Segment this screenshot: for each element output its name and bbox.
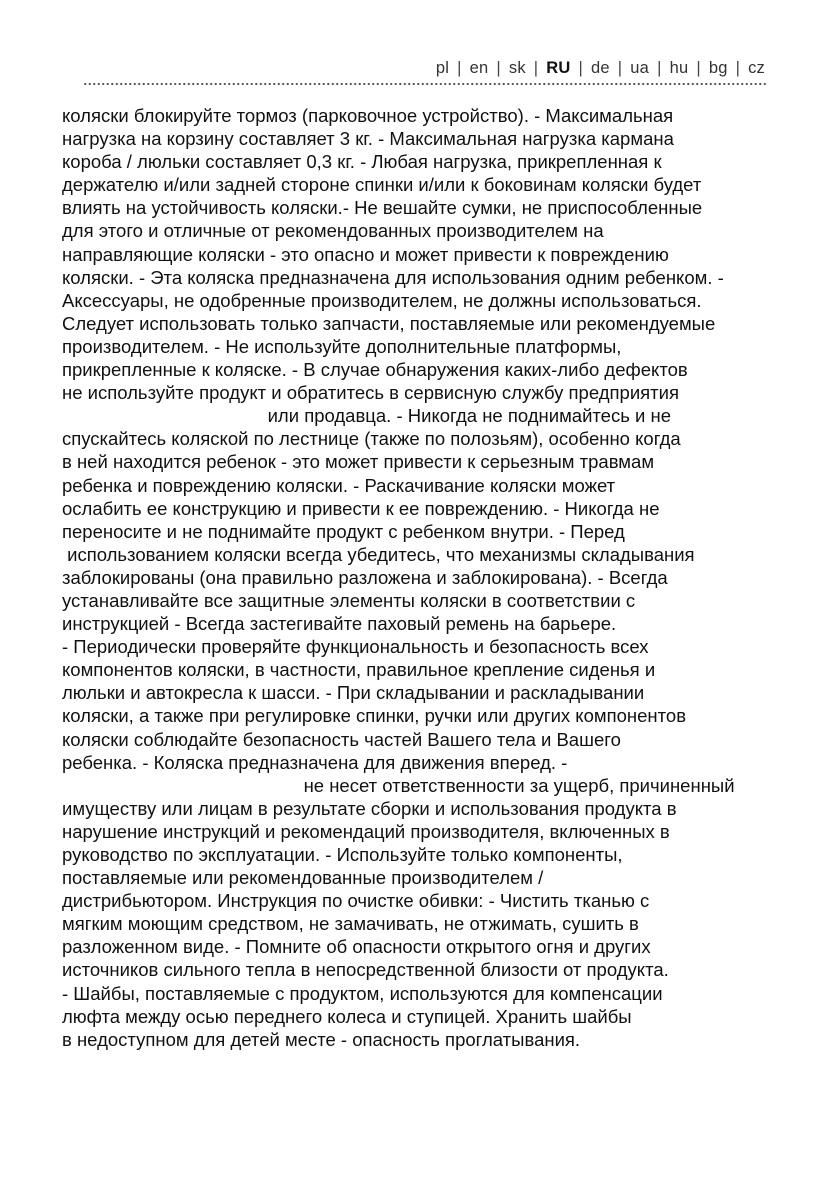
text-line: короба / люльки составляет 0,3 кг. - Любая нагрузка, прикрепленная к [62, 151, 662, 173]
text-line: коляски блокируйте тормоз (парковочное устройство). - Максимальная [62, 105, 674, 126]
text-line: - Шайбы, поставляемые с продуктом, используются для компенсации [62, 982, 663, 1004]
text-line: ребенка и повреждению коляски. - Раскачивание коляски может [62, 474, 616, 496]
text-line: в недоступном для детей месте - опасность проглатывания. [62, 1028, 581, 1050]
text-line: компонентов коляски, в частности, правильное крепление сиденья и [62, 659, 656, 681]
text-line: использованием коляски всегда убедитесь, что механизмы складывания [62, 543, 695, 565]
text-line: люфта между осью переднего колеса и ступицей. Хранить шайбы [62, 1005, 632, 1027]
language-separator: | [735, 59, 741, 77]
text-line: держателю и/или задней стороне спинки и/или к боковинам коляски будет [62, 174, 702, 196]
language-link-en[interactable]: en [469, 59, 489, 77]
text-line: для этого и отличные от рекомендованных производителем на [62, 220, 604, 242]
language-separator: | [578, 59, 584, 77]
language-link-hu[interactable]: hu [669, 59, 689, 77]
text-line: устанавливайте все защитные элементы коляски в соответствии с [62, 589, 636, 611]
text-line: - Периодически проверяйте функциональность и безопасность всех [62, 636, 649, 658]
language-switcher [435, 59, 766, 78]
text-line: прикрепленные к коляске. - В случае обнаружения каких-либо дефектов [62, 359, 688, 381]
text-line: руководство по эксплуатации. - Используйте только компоненты, [62, 844, 623, 865]
text-line: или продавца. - Никогда не поднимайтесь и не [62, 405, 671, 427]
text-line: не используйте продукт и обратитесь в сервисную службу предприятия [62, 382, 680, 404]
text-line: в ней находится ребенок - это может привести к серьезным травмам [62, 451, 655, 473]
text-line: мягким моющим средством, не замачивать, не отжимать, сушить в [62, 913, 639, 935]
language-link-de[interactable]: de [591, 59, 610, 77]
text-line: источников сильного тепла в непосредственной близости от продукта. [62, 959, 669, 981]
text-line: инструкцией - Всегда застегивайте паховый ремень на барьере. [62, 613, 617, 635]
text-line: заблокированы (она правильно разложена и заблокирована). - Всегда [62, 566, 668, 588]
text-line: люльки и автокресла к шасси. - При складывании и раскладывании [62, 682, 645, 704]
text-line: Аксессуары, не одобренные производителем, не должны использоваться. [62, 289, 702, 311]
text-line: нагрузка на корзину составляет 3 кг. - Максимальная нагрузка кармана [62, 128, 674, 150]
language-separator: | [457, 59, 462, 77]
language-link-ru[interactable]: RU [546, 59, 571, 77]
language-separator: | [696, 59, 701, 77]
text-line: имуществу или лицам в результате сборки и использования продукта в [62, 797, 677, 819]
instructions-text [62, 104, 782, 1051]
language-link-pl[interactable]: pl [435, 59, 450, 77]
text-line: производителем. - Не используйте дополнительные платформы, [62, 335, 622, 357]
text-line: коляски соблюдайте безопасность частей Вашего тела и Вашего [62, 728, 621, 750]
language-separator: | [533, 59, 539, 77]
language-separator: | [617, 59, 623, 77]
text-line: не несет ответственности за ущерб, причиненный [62, 774, 735, 796]
text-line: переносите и не поднимайте продукт с ребенком внутри. - Перед [62, 520, 625, 542]
text-line: разложенном виде. - Помните об опасности открытого огня и других [62, 936, 651, 958]
language-separator: | [496, 59, 501, 77]
text-line: коляски, а также при регулировке спинки, ручки или других компонентов [62, 705, 687, 727]
dotted-divider [83, 82, 766, 86]
text-line: Следует использовать только запчасти, поставляемые или рекомендуемые [62, 312, 716, 334]
language-link-ua[interactable]: ua [630, 59, 650, 77]
text-line: нарушение инструкций и рекомендаций производителя, включенных в [62, 820, 670, 842]
text-line: ребенка. - Коляска предназначена для движения вперед. - [62, 751, 568, 773]
text-line: коляски. - Эта коляска предназначена для использования одним ребенком. - [62, 266, 724, 288]
language-link-bg[interactable]: bg [708, 59, 728, 77]
text-line: ослабить ее конструкцию и привести к ее повреждению. - Никогда не [62, 497, 660, 519]
language-separator: | [657, 59, 662, 77]
text-line: дистрибьютором. Инструкция по очистке обивки: - Чистить тканью с [62, 890, 650, 912]
text-line: поставляемые или рекомендованные производителем / [62, 867, 544, 889]
text-line: влиять на устойчивость коляски.- Не вешайте сумки, не приспособленные [62, 197, 703, 219]
text-line: спускайтесь коляской по лестнице (также по полозьям), особенно когда [62, 428, 681, 450]
text-line: направляющие коляски - это опасно и может привести к повреждению [62, 243, 669, 265]
language-link-sk[interactable]: sk [508, 59, 526, 77]
language-link-cz[interactable]: cz [748, 59, 765, 77]
